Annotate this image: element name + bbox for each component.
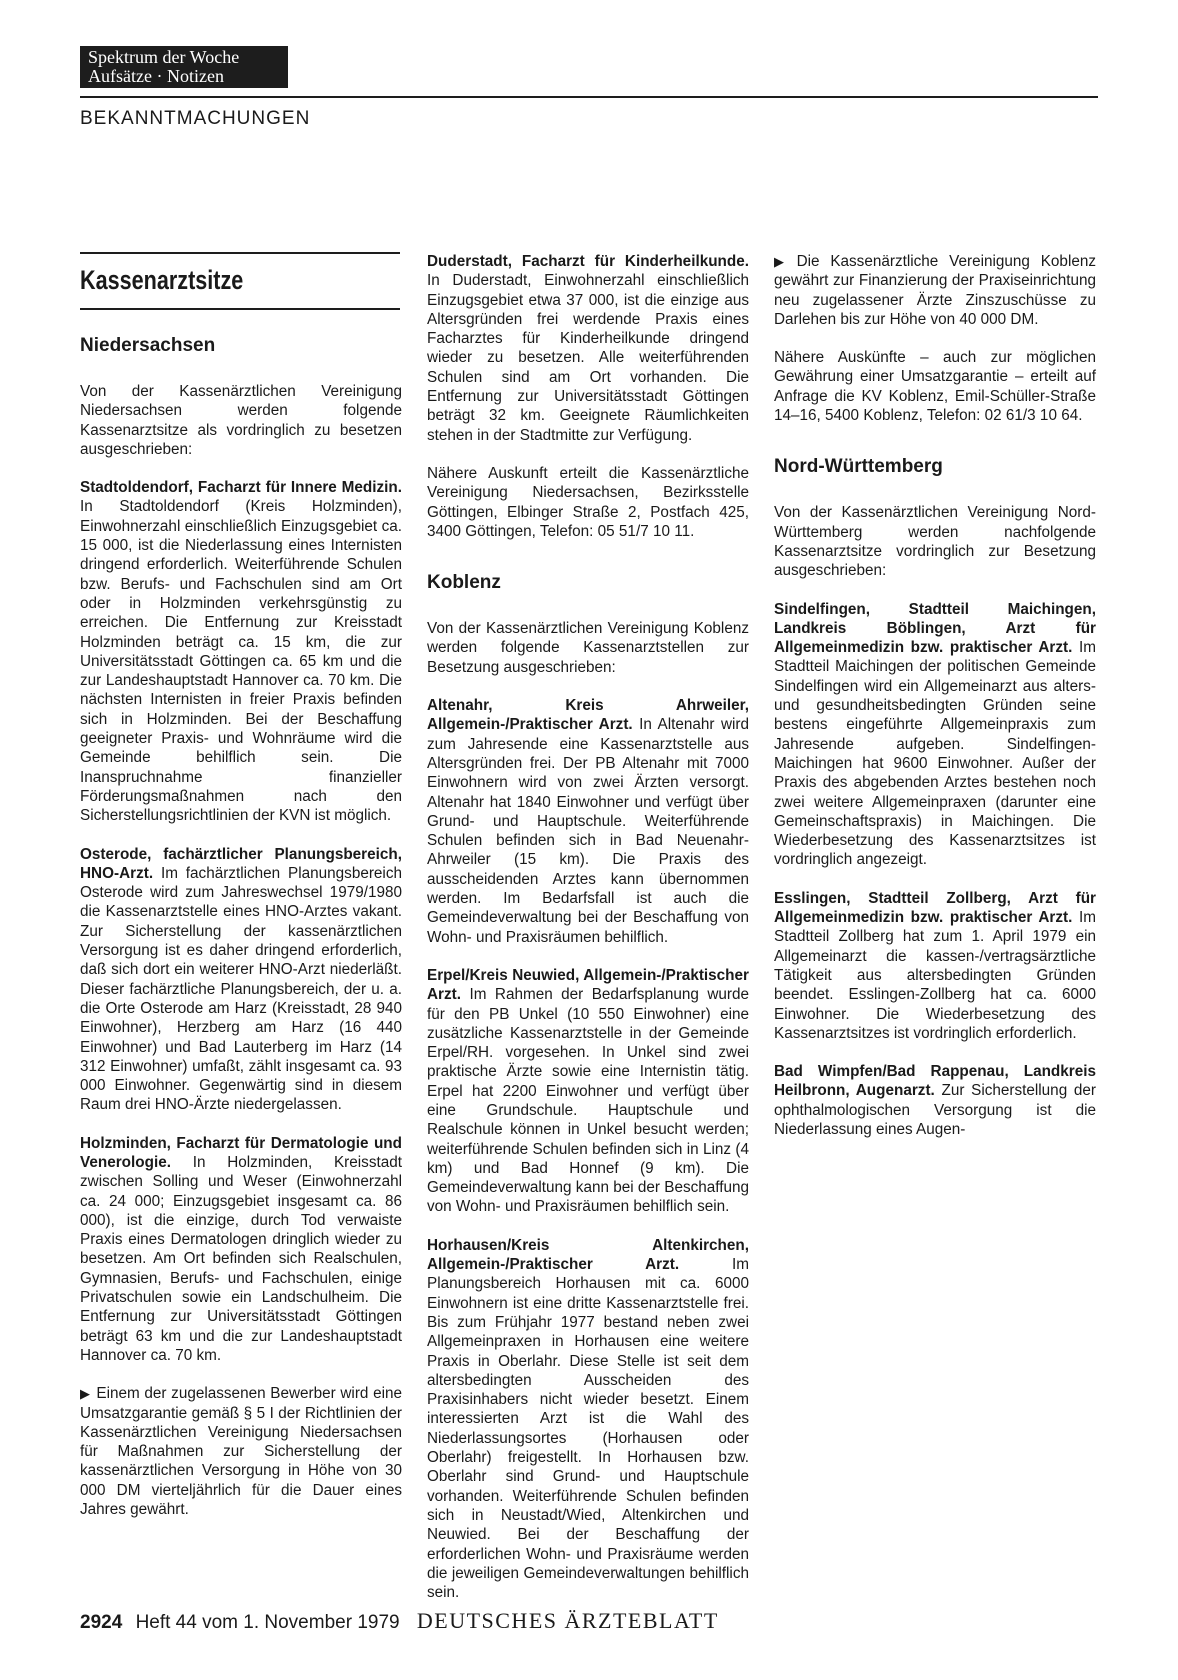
title-rule-bottom	[80, 308, 400, 310]
listing-heading: Horhausen/Kreis Altenkirchen, Allgemein-/Praktischer Arzt.	[427, 1236, 749, 1274]
issue-info: Heft 44 vom 1. November 1979	[135, 1612, 400, 1633]
paragraph: Von der Kassenärztlichen Vereinigung Niedersachsen werden folgende Kassenarztsitze als vordringlich zu besetzen ausgeschrieben:	[80, 383, 402, 458]
listing-body: Im Stadtteil Maichingen der politischen Gemeinde Sindelfingen wird ein Allgemeinarzt aus alters- und gesundheitsbedingten Gründen seine bestens eingeführte Allgemeinpraxis zum Jahresende aufgeben. Sindelfingen-Maichingen hat 9600 Einwohner. Außer der Praxis des abgebenden Arztes bestehen noch zwei weitere Allgemeinpraxen (darunter eine Gemeinschaftspraxis) in Maichingen. Die Wiederbesetzung des Kassenarztsitzes ist vordringlich angezeigt.	[774, 639, 1096, 869]
listing-body: Zur Sicherstellung der ophthalmologischen Versorgung ist die Niederlassung eines Augen-	[774, 1082, 1096, 1138]
section-label: BEKANNTMACHUNGEN	[80, 108, 311, 129]
heading-koblenz: Koblenz	[427, 572, 501, 594]
text-column-2	[427, 252, 749, 1602]
listing-heading: Osterode, fachärztlicher Planungsbereich, HNO-Arzt.	[80, 845, 402, 882]
listing-body: Im fachärztlichen Planungsbereich Osterode wird zum Jahreswechsel 1979/1980 die Kassenarztstelle eines HNO-Arztes vakant. Zur Sicherstellung der kassenärztlichen Versorgung ist es daher dringend erforderlich, daß sich dort ein weiterer HNO-Arzt niederläßt. Dieser fachärztliche Planungsbereich, der u. a. die Orte Osterode am Harz (Kreisstadt, 28 940 Einwohner), Herzberg am Harz (16 440 Einwohner) und Bad Lauterberg im Harz (14 312 Einwohner) umfaßt, zählt insgesamt ca. 93 000 Einwohner. Gegenwärtig sind in diesem Raum drei HNO-Ärzte niedergelassen.	[80, 864, 402, 1114]
journal-name: DEUTSCHES ÄRZTEBLATT	[416, 1608, 719, 1633]
paragraph: Von der Kassenärztlichen Vereinigung Nord-Württemberg werden nachfolgende Kassenarztsitze vordringlich zur Besetzung ausgeschrieben:	[774, 504, 1096, 580]
listing-altenahr	[427, 696, 749, 947]
listing-heading: Duderstadt, Facharzt für Kinderheilkunde.	[427, 253, 749, 270]
header-rule	[80, 96, 1098, 98]
heading-nord-wuerttemberg: Nord-Württemberg	[774, 456, 943, 478]
listing-osterode	[80, 845, 402, 1115]
listing-erpel	[427, 966, 749, 1217]
listing-sindelfingen	[774, 600, 1096, 870]
listing-horhausen	[427, 1236, 749, 1603]
listing-heading: Stadtoldendorf, Facharzt für Innere Medizin.	[80, 479, 402, 497]
triangle-bullet-icon: ▶	[774, 254, 791, 269]
contact-niedersachsen: Nähere Auskunft erteilt die Kassenärztliche Vereinigung Niedersachsen, Bezirksstelle Göttingen, Elbinger Straße 2, Postfach 425, 3400 Göttingen, Telefon: 05 51/7 10 11.	[427, 464, 749, 540]
page-number: 2924	[80, 1612, 123, 1633]
listing-heading: Altenahr, Kreis Ahrweiler, Allgemein-/Praktischer Arzt.	[427, 697, 749, 734]
note-body: Die Kassenärztliche Vereinigung Koblenz gewährt zur Finanzierung der Praxiseinrichtung neu zugelassener Ärzte Zinszuschüsse zu Darlehen bis zur Höhe von 40 000 DM.	[774, 253, 1097, 328]
listing-holzminden	[80, 1134, 402, 1366]
triangle-bullet-icon: ▶	[80, 1386, 91, 1402]
note-zinszuschuesse	[774, 252, 1096, 329]
note-body: Einem der zugelassenen Bewerber wird eine Umsatzgarantie gemäß § 5 I der Richtlinien der Kassenärztlichen Vereinigung Niedersachsen für Maßnahmen zur Sicherstellung der kassenärztlichen Versorgung in Höhe von 30 000 DM vierteljährlich für die Dauer eines Jahres gewährt.	[80, 1385, 402, 1519]
listing-stadtoldendorf	[80, 478, 402, 825]
badge-line-2: Aufsätze · Notizen	[88, 66, 224, 86]
listing-heading: Bad Wimpfen/Bad Rappenau, Landkreis Heilbronn, Augenarzt.	[774, 1063, 1096, 1100]
listing-body: Im Stadtteil Zollberg hat zum 1. April 1979 ein Allgemeinarzt die kassen-/vertragsärztliche Tätigkeit aus altersbedingten Gründen beendet. Esslingen-Zollberg hat ca. 6000 Einwohner. Die Wiederbesetzung des Kassenarztsitzes ist vordringlich erforderlich.	[774, 909, 1096, 1042]
listing-body: In Holzminden, Kreisstadt zwischen Solling und Weser (Einwohnerzahl ca. 24 000; Einzugsgebiet insgesamt ca. 86 000), ist die einzige, durch Tod verwaiste Praxis eines Dermatologen dringlich wieder zu besetzen. Am Ort befinden sich Realschulen, Gymnasien, Berufs- und Fachschulen, einige Privatschulen sowie ein Landschulheim. Die Entfernung zur Universitätsstadt Göttingen beträgt 63 km und die zur Landeshauptstadt Hannover ca. 70 km.	[80, 1153, 402, 1364]
listing-body: In Stadtoldendorf (Kreis Holzminden), Einwohnerzahl einschließlich Einzugsgebiet ca. 15 000, ist die Niederlassung eines Internisten dringend erforderlich. Weiterführende Schulen bzw. Berufs- und Fachschulen sind am Ort oder in Holzminden verkehrsgünstig zu erreichen. Die Entfernung zur Kreisstadt Holzminden beträgt ca. 15 km, die zur Universitätsstadt Göttingen ca. 65 km und die zur Landeshauptstadt Hannover ca. 70 km. Die nächsten Internisten in freier Praxis befinden sich in Holzminden. Bei der Beschaffung geeigneter Praxis- und Wohnräume wird die Gemeinde behilflich sein. Die Inanspruchnahme finanzieller Förderungsmaßnahmen nach den Sicherstellungsrichtlinien der KVN ist möglich.	[80, 498, 402, 825]
page-footer	[80, 1608, 719, 1634]
listing-body: Im Planungsbereich Horhausen mit ca. 6000 Einwohnern ist eine dritte Kassenarztstelle frei. Bis zum Frühjahr 1977 bestand neben zwei Allgemeinpraxen in Horhausen eine weitere Praxis in Oberlahr. Diese Stelle ist seit dem altersbedingten Ausscheiden des Praxisinhabers nicht wieder besetzt. Einem interessierten Arzt ist die Wahl des Niederlassungsortes (Horhausen oder Oberlahr) freigestellt. In Horhausen bzw. Oberlahr sind Grund- und Hauptschule vorhanden. Weiterführende Schulen befinden sich in Neustadt/Wied, Altenkirchen und Neuwied. Bei der Beschaffung der erforderlichen Wohn- und Praxisräume werden die jeweiligen Gemeindeverwaltungen behilflich sein.	[427, 1256, 750, 1602]
listing-heading: Holzminden, Facharzt für Dermatologie und Venerologie.	[80, 1134, 402, 1171]
contact-koblenz: Nähere Auskünfte – auch zur möglichen Gewährung einer Umsatzgarantie – erteilt auf Anfrage die KV Koblenz, Emil-Schüller-Straße 14–16, 5400 Koblenz, Telefon: 02 61/3 10 64.	[774, 349, 1096, 425]
article-title: Kassenarztsitze	[80, 265, 244, 295]
listing-heading: Erpel/Kreis Neuwied, Allgemein-/Praktischer Arzt.	[427, 966, 749, 1004]
listing-duderstadt	[427, 252, 749, 445]
heading-niedersachsen: Niedersachsen	[80, 335, 216, 356]
paragraph: Von der Kassenärztlichen Vereinigung Koblenz werden folgende Kassenarztstellen zur Besetzung ausgeschrieben:	[427, 620, 749, 676]
listing-body: In Altenahr wird zum Jahresende eine Kassenarztstelle aus Altersgründen frei. Der PB Altenahr mit 7000 Einwohnern wird von zwei Ärzten versorgt. Altenahr hat 1840 Einwohner und verfügt über Grund- und Hauptschule. Weiterführende Schulen befinden sich in Bad Neuenahr-Ahrweiler (15 km). Die Praxis des ausscheidenden Arztes kann übernommen werden. Im Bedarfsfall ist auch die Gemeindeverwaltung bei der Beschaffung von Wohn- und Praxisräumen behilflich.	[427, 716, 750, 946]
section-badge	[80, 46, 288, 88]
badge-line-1: Spektrum der Woche	[88, 47, 240, 67]
text-column-3	[774, 252, 1096, 1139]
listing-body: Im Rahmen der Bedarfsplanung wurde für den PB Unkel (10 550 Einwohner) eine zusätzliche Kassenarztstelle in der Gemeinde Erpel/RH. vorgesehen. In Unkel sind zwei praktische Ärzte sowie eine Internistin tätig. Erpel hat 2200 Einwohner und verfügt über eine Grundschule. Hauptschule und Realschule können in Unkel besucht werden; weiterführende Schulen befinden sich in Linz (4 km) und Bad Honnef (9 km). Die Gemeindeverwaltung kann bei der Beschaffung von Wohn- und Praxisräumen behilflich sein.	[427, 986, 750, 1216]
listing-esslingen	[774, 889, 1096, 1043]
note-umsatzgarantie	[80, 1384, 402, 1519]
text-column-1	[80, 252, 402, 1519]
listing-heading: Esslingen, Stadtteil Zollberg, Arzt für Allgemeinmedizin bzw. praktischer Arzt.	[774, 889, 1096, 927]
listing-heading: Sindelfingen, Stadtteil Maichingen, Landkreis Böblingen, Arzt für Allgemeinmedizin bzw. praktischer Arzt.	[774, 600, 1096, 657]
listing-body: In Duderstadt, Einwohnerzahl einschließlich Einzugsgebiet etwa 37 000, ist die einzige aus Altersgründen frei werdende Praxis eines Facharztes für Kinderheilkunde dringend wieder zu besetzen. Alle weiterführenden Schulen sind am Ort vorhanden. Die Entfernung zur Universitätsstadt Göttingen beträgt 32 km. Geeignete Räumlichkeiten stehen in der Stadtmitte zur Verfügung.	[427, 272, 749, 444]
listing-bad-wimpfen	[774, 1062, 1096, 1139]
